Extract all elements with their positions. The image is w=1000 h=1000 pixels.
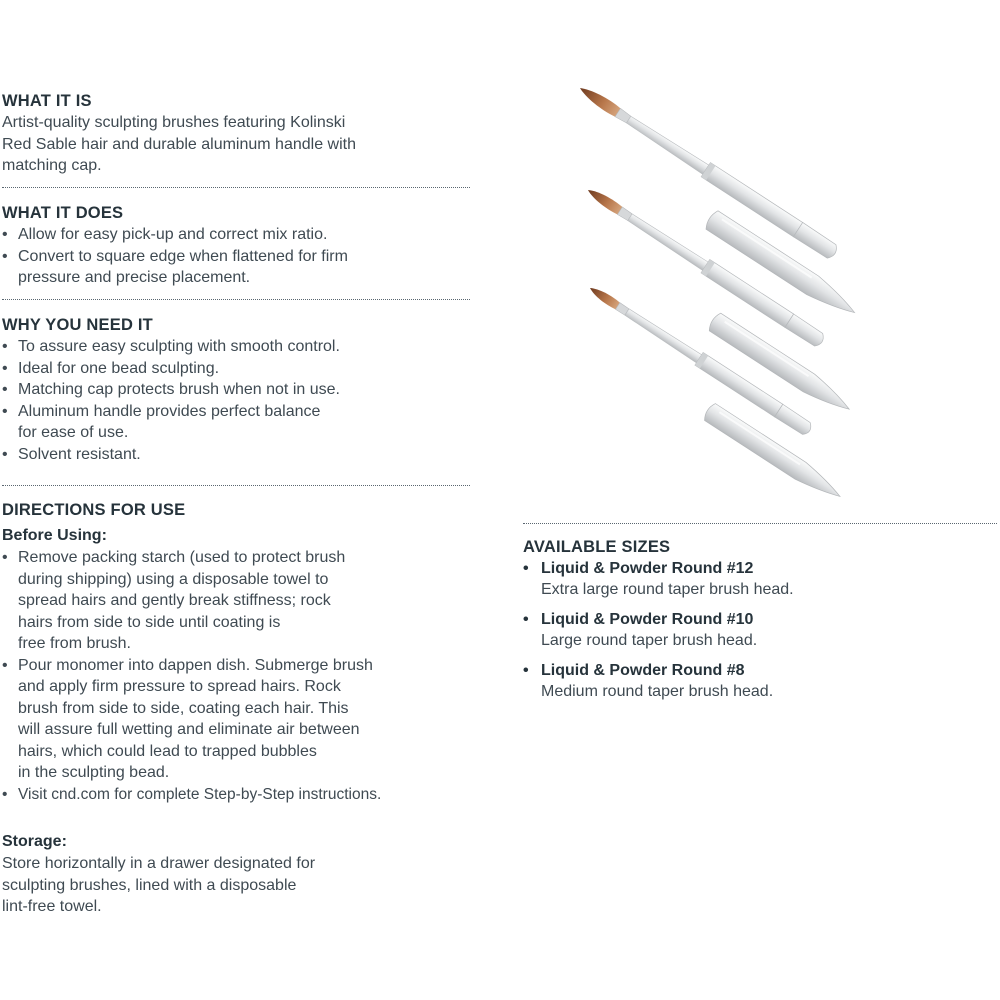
description-line: Artist-quality sculpting brushes featuring Kolinski [2, 114, 346, 131]
list-item-text: • Convert to square edge when flattened for firm [18, 247, 348, 265]
list-item [523, 609, 794, 651]
list-item-text: spread hairs and gently break stiffness; rock [18, 592, 331, 609]
list-item [0, 224, 348, 246]
size-name: Liquid & Powder Round #10 [541, 611, 754, 628]
size-description: Large round taper brush head. [541, 632, 758, 649]
available-sizes-heading: AVAILABLE SIZES [523, 538, 671, 556]
storage-line: Store horizontally in a drawer designated for [2, 855, 316, 872]
list-item-text: free from brush. [18, 635, 131, 652]
what-it-is-heading: WHAT IT IS [2, 92, 92, 110]
list-item [0, 379, 340, 401]
size-name: Liquid & Powder Round #8 [541, 662, 745, 679]
list-item [0, 358, 340, 380]
list-item-text: • Allow for easy pick-up and correct mix ratio. [18, 226, 328, 243]
list-item-text: pressure and precise placement. [18, 269, 251, 286]
list-item-text: • Matching cap protects brush when not in use. [18, 381, 340, 398]
available-sizes-list [523, 558, 794, 711]
list-item-text: and apply firm pressure to spread hairs. Rock [18, 678, 341, 695]
list-item-text: hairs, which could lead to trapped bubbles [18, 742, 317, 760]
list-item [0, 784, 381, 806]
bullet-icon: • [523, 662, 529, 679]
brush-12-icon [575, 81, 839, 261]
list-item-text: for ease of use. [18, 424, 129, 441]
list-item-text: • Ideal for one bead sculpting. [18, 359, 220, 377]
section-divider [2, 187, 470, 188]
size-name: Liquid & Powder Round #12 [541, 560, 754, 577]
brush-cap-icon [707, 312, 855, 418]
list-item [523, 558, 794, 600]
storage-subheading: Storage: [2, 833, 67, 850]
list-item-text: • Pour monomer into dappen dish. Submerge brush [18, 656, 373, 674]
why-you-need-it-heading: WHY YOU NEED IT [2, 316, 153, 334]
description-line: Red Sable hair and durable aluminum handle with [2, 135, 356, 153]
brush-cap-icon [702, 402, 845, 500]
list-item-text: • Visit cnd.com for complete Step-by-Step instructions. [18, 785, 382, 803]
size-description: Extra large round taper brush head. [541, 581, 794, 598]
section-divider [2, 299, 470, 300]
what-it-is-description [2, 112, 356, 177]
storage-description [2, 853, 315, 918]
list-item-text: • Aluminum handle provides perfect balance [18, 402, 321, 420]
directions-heading: DIRECTIONS FOR USE [2, 501, 186, 519]
storage-line: sculpting brushes, lined with a disposable [2, 876, 297, 894]
list-item [523, 660, 794, 702]
list-item-text: • To assure easy sculpting with smooth control. [18, 338, 340, 355]
before-using-subheading: Before Using: [2, 527, 107, 544]
list-item-text: hairs from side to side until coating is [18, 613, 281, 631]
what-it-does-heading: WHAT IT DOES [2, 204, 124, 222]
list-item-text: in the sculpting bead. [18, 764, 170, 781]
list-item-text: • Solvent resistant. [18, 445, 141, 463]
list-item-text: during shipping) using a disposable towel to [18, 570, 329, 588]
list-item [0, 246, 348, 289]
brush-set-illustration [560, 70, 880, 500]
list-item [0, 336, 340, 358]
list-item [0, 655, 381, 784]
what-it-does-list [0, 224, 348, 289]
list-item-text: brush from side to side, coating each hair. This [18, 699, 349, 717]
storage-line: lint-free towel. [2, 898, 102, 915]
list-item [0, 444, 340, 466]
list-item [0, 401, 340, 444]
section-divider [523, 523, 997, 524]
section-divider [2, 485, 470, 486]
bullet-icon: • [523, 560, 529, 577]
list-item-text: • Remove packing starch (used to protect brush [18, 549, 346, 566]
list-item-text: will assure full wetting and eliminate air between [18, 721, 360, 738]
list-item [0, 547, 381, 655]
size-description: Medium round taper brush head. [541, 683, 774, 700]
bullet-icon: • [523, 611, 529, 628]
description-line: matching cap. [2, 157, 102, 174]
before-using-list [0, 547, 381, 805]
why-you-need-it-list [0, 336, 340, 465]
